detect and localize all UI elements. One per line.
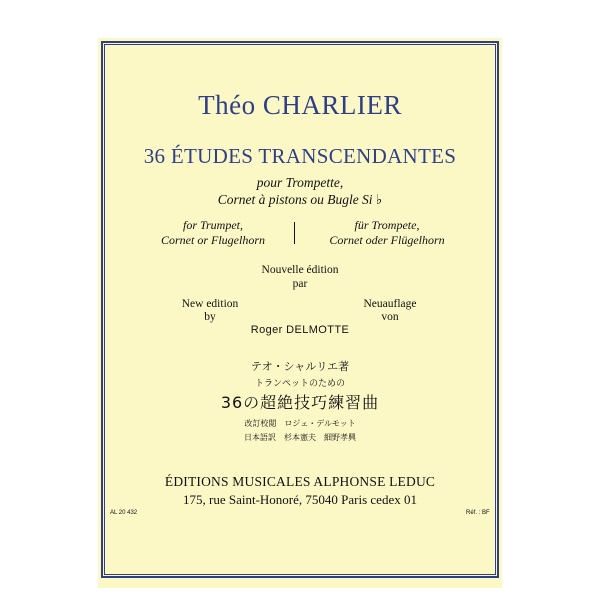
english-by-label: by <box>204 311 216 323</box>
main-title: 36 ÉTUDES TRANSCENDANTES <box>143 144 457 168</box>
language-divider <box>294 222 295 244</box>
japanese-translation: 日本語訳 杉本憲夫 細野孝興 <box>244 433 356 442</box>
english-instruments-line2: Cornet or Flugelhorn <box>161 233 265 247</box>
publisher-address: 175, rue Saint-Honoré, 75040 Paris cedex 01 <box>183 492 417 507</box>
sheet-music-cover <box>98 38 502 588</box>
french-by-label: par <box>292 278 308 290</box>
price-reference: Réf. : BF <box>466 510 490 516</box>
editor-name: Roger DELMOTTE <box>250 324 350 336</box>
publisher-name: ÉDITIONS MUSICALES ALPHONSE LEDUC <box>164 474 436 489</box>
french-edition-label: Nouvelle édition <box>261 264 339 276</box>
english-edition-label: New edition <box>181 298 239 310</box>
japanese-for-trumpet: トランペットのための <box>254 379 345 389</box>
catalog-reference: AL 20 432 <box>110 510 138 516</box>
german-edition-label: Neuauflage <box>363 298 417 310</box>
french-instruments-line2: Cornet à pistons ou Bugle Si ♭ <box>217 192 383 207</box>
french-instruments-line1: pour Trompette, <box>256 175 344 190</box>
japanese-revision: 改訂校閲 ロジェ・デルモット <box>244 419 356 428</box>
english-instruments-line1: for Trumpet, <box>182 218 243 232</box>
japanese-author: テオ・シャルリエ著 <box>250 360 350 373</box>
german-by-label: von <box>381 311 399 323</box>
german-instruments-line1: für Trompete, <box>354 218 420 232</box>
german-instruments-line2: Cornet oder Flügelhorn <box>329 233 445 247</box>
japanese-title: 36の超絶技巧練習曲 <box>220 393 380 412</box>
author-name: Théo CHARLIER <box>198 90 402 120</box>
